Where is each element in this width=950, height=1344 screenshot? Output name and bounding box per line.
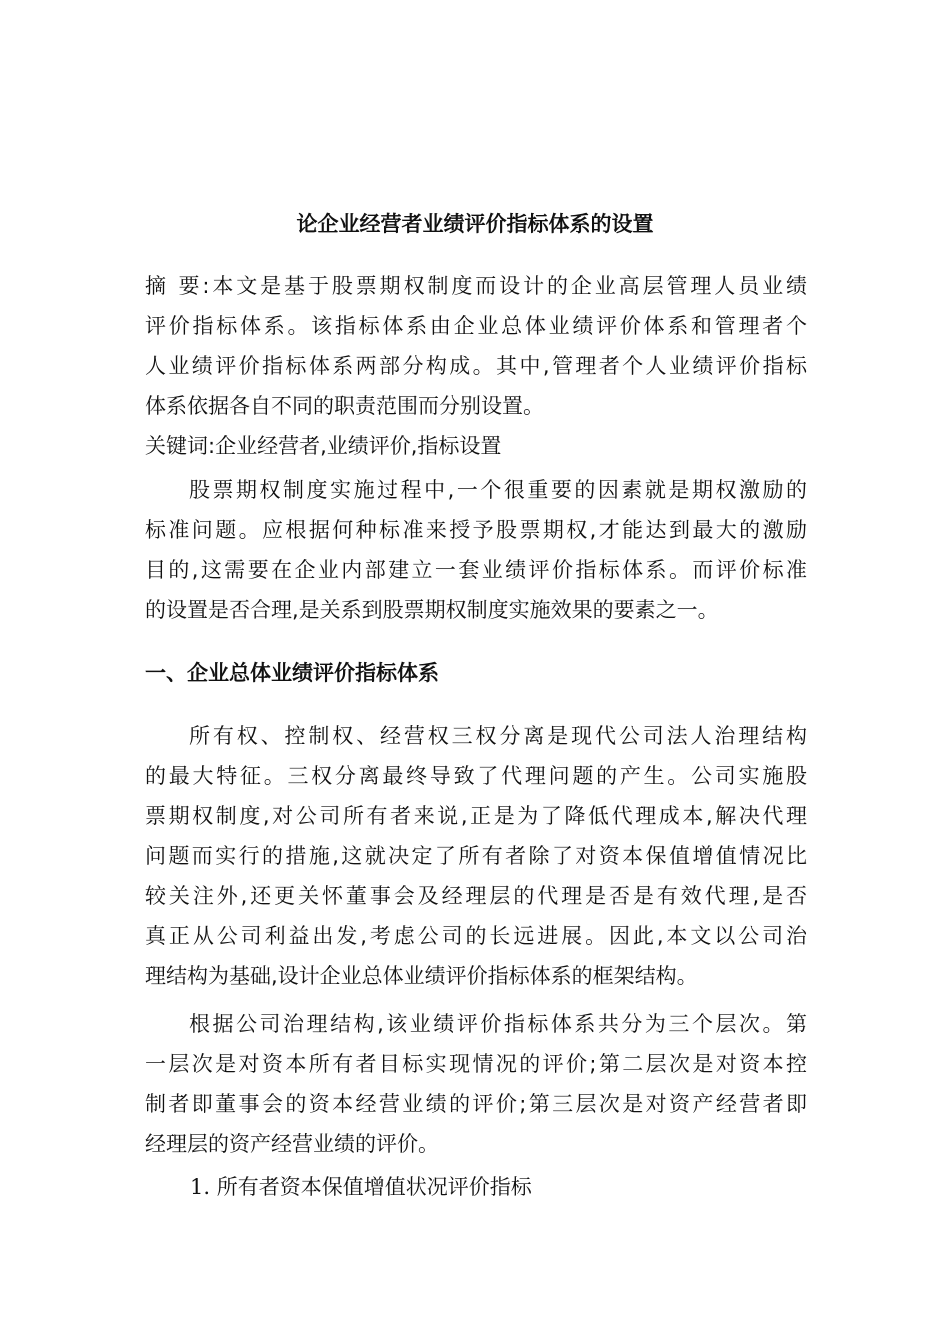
section-paragraph-2	[145, 1004, 807, 1164]
paragraph-line: 的设置是否合理,是关系到股票期权制度实施效果的要素之一。	[145, 598, 719, 622]
paragraph-line: 问题而实行的措施,这就决定了所有者除了对资本保值增值情况比	[145, 844, 807, 868]
paragraph-line: 目的,这需要在企业内部建立一套业绩评价指标体系。而评价标准	[145, 558, 807, 582]
section-heading: 一、企业总体业绩评价指标体系	[145, 661, 439, 685]
paragraph-line: 票期权制度,对公司所有者来说,正是为了降低代理成本,解决代理	[145, 804, 807, 828]
keywords: 关键词:企业经营者,业绩评价,指标设置	[145, 434, 502, 458]
paragraph-line: 一层次是对资本所有者目标实现情况的评价;第二层次是对资本控	[145, 1052, 807, 1076]
list-item	[190, 1167, 532, 1207]
list-item-text: 所有者资本保值增值状况评价指标	[216, 1175, 532, 1199]
paragraph-line: 的最大特征。三权分离最终导致了代理问题的产生。公司实施股	[145, 764, 807, 788]
abstract-line: 体系依据各自不同的职责范围而分别设置。	[145, 394, 544, 418]
intro-paragraph	[145, 470, 807, 630]
abstract-line: 评价指标体系。该指标体系由企业总体业绩评价体系和管理者个	[145, 314, 807, 338]
paragraph-line: 根据公司治理结构,该业绩评价指标体系共分为三个层次。第	[189, 1012, 807, 1036]
abstract	[145, 266, 807, 466]
abstract-line: 摘 要:本文是基于股票期权制度而设计的企业高层管理人员业绩	[145, 274, 807, 298]
paragraph-line: 经理层的资产经营业绩的评价。	[145, 1132, 439, 1156]
abstract-line: 人业绩评价指标体系两部分构成。其中,管理者个人业绩评价指标	[145, 354, 807, 378]
paragraph-line: 股票期权制度实施过程中,一个很重要的因素就是期权激励的	[189, 478, 807, 502]
list-item-number: 1.	[190, 1175, 211, 1199]
paragraph-line: 较关注外,还更关怀董事会及经理层的代理是否是有效代理,是否	[145, 884, 807, 908]
paragraph-line: 标准问题。应根据何种标准来授予股票期权,才能达到最大的激励	[145, 518, 807, 542]
paragraph-line: 理结构为基础,设计企业总体业绩评价指标体系的框架结构。	[145, 964, 698, 988]
paragraph-line: 制者即董事会的资本经营业绩的评价;第三层次是对资产经营者即	[145, 1092, 807, 1116]
document-title: 论企业经营者业绩评价指标体系的设置	[296, 212, 654, 236]
paragraph-line: 所有权、控制权、经营权三权分离是现代公司法人治理结构	[189, 724, 807, 748]
section-paragraph-1	[145, 716, 807, 996]
paragraph-line: 真正从公司利益出发,考虑公司的长远进展。因此,本文以公司治	[145, 924, 807, 948]
